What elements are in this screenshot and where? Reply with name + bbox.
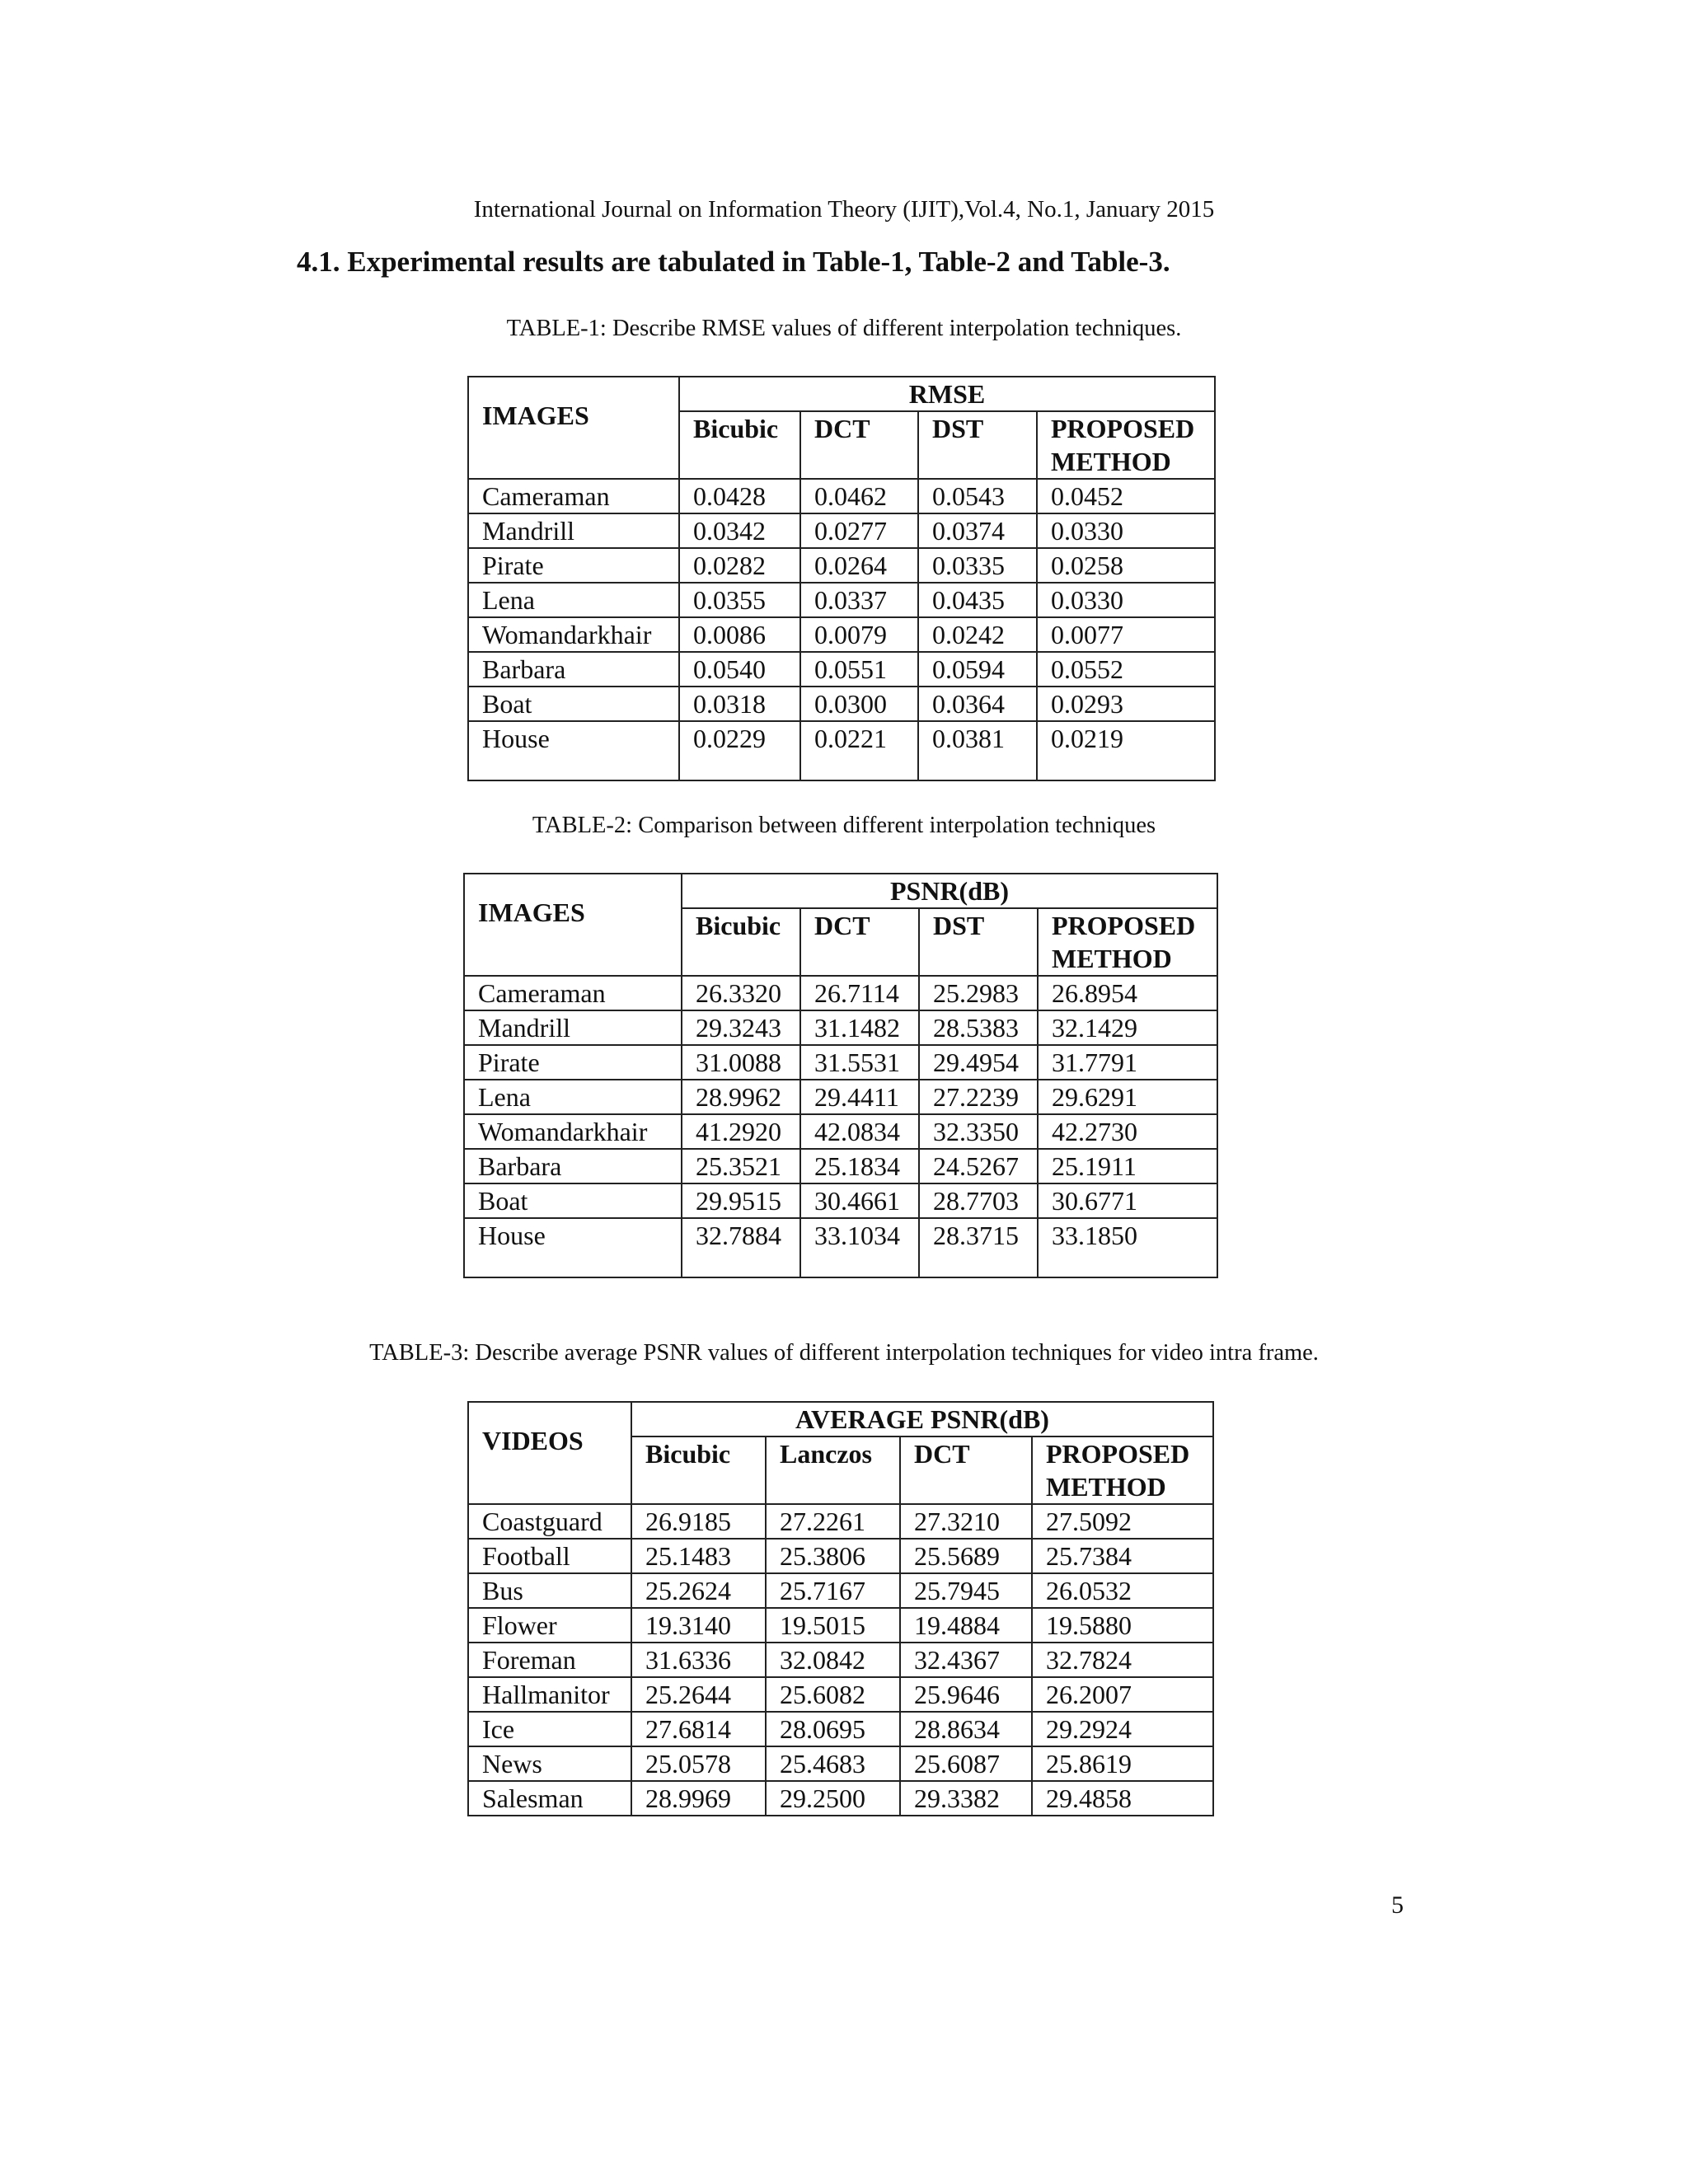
table-row [468, 721, 1215, 780]
table-cell: 0.0364 [918, 687, 1037, 721]
table-cell: 29.2924 [1032, 1712, 1213, 1746]
table-cell: 28.9962 [682, 1080, 800, 1114]
table-cell: 0.0258 [1037, 548, 1215, 583]
row-label: Salesman [468, 1781, 631, 1816]
corner-header: IMAGES [464, 874, 682, 976]
table-cell: 27.5092 [1032, 1504, 1213, 1539]
table-cell: 19.5880 [1032, 1608, 1213, 1643]
corner-header: VIDEOS [468, 1402, 631, 1504]
table-cell: 0.0300 [800, 687, 918, 721]
table-cell: 32.0842 [766, 1643, 900, 1677]
table-cell: 27.6814 [631, 1712, 766, 1746]
row-label: Lena [468, 583, 679, 617]
row-label: Pirate [468, 548, 679, 583]
table-cell: 28.7703 [919, 1183, 1038, 1218]
table-cell: 0.0381 [918, 721, 1037, 780]
table-cell: 31.7791 [1038, 1045, 1217, 1080]
table-cell: 41.2920 [682, 1114, 800, 1149]
table-cell: 0.0282 [679, 548, 800, 583]
table-cell: 0.0435 [918, 583, 1037, 617]
row-label: Foreman [468, 1643, 631, 1677]
table-cell: 0.0337 [800, 583, 918, 617]
column-header: Lanczos [766, 1436, 900, 1504]
table-cell: 32.1429 [1038, 1010, 1217, 1045]
table-cell: 29.4954 [919, 1045, 1038, 1080]
table-row [464, 1149, 1217, 1183]
table-cell: 33.1850 [1038, 1218, 1217, 1277]
row-label: Boat [468, 687, 679, 721]
table-row [468, 687, 1215, 721]
row-label: Cameraman [468, 479, 679, 513]
table-cell: 0.0293 [1037, 687, 1215, 721]
table2-caption: TABLE-2: Comparison between different interpolation techniques [532, 813, 1156, 838]
column-header: PROPOSED METHOD [1038, 908, 1217, 976]
table-row [468, 583, 1215, 617]
column-header: DST [918, 411, 1037, 479]
group-header: AVERAGE PSNR(dB) [631, 1402, 1213, 1436]
table-cell: 0.0079 [800, 617, 918, 652]
table-row [468, 1677, 1213, 1712]
table-cell: 32.7884 [682, 1218, 800, 1277]
table-cell: 0.0221 [800, 721, 918, 780]
table-cell: 29.4858 [1032, 1781, 1213, 1816]
table-cell: 29.2500 [766, 1781, 900, 1816]
table-cell: 26.3320 [682, 976, 800, 1010]
table-cell: 31.6336 [631, 1643, 766, 1677]
table-cell: 24.5267 [919, 1149, 1038, 1183]
column-header: Bicubic [682, 908, 800, 976]
table-cell: 31.1482 [800, 1010, 919, 1045]
column-header: DCT [800, 908, 919, 976]
table-cell: 28.3715 [919, 1218, 1038, 1277]
table-row [468, 617, 1215, 652]
table-row [468, 1781, 1213, 1816]
table-row [464, 1080, 1217, 1114]
table-cell: 0.0318 [679, 687, 800, 721]
table-cell: 0.0540 [679, 652, 800, 687]
table-cell: 25.1483 [631, 1539, 766, 1573]
row-label: Pirate [464, 1045, 682, 1080]
row-label: Hallmanitor [468, 1677, 631, 1712]
column-header: Bicubic [679, 411, 800, 479]
corner-header: IMAGES [468, 377, 679, 479]
table-cell: 25.6082 [766, 1677, 900, 1712]
table-cell: 0.0277 [800, 513, 918, 548]
table1 [467, 376, 1216, 781]
table-row [468, 1712, 1213, 1746]
table-cell: 19.3140 [631, 1608, 766, 1643]
table-cell: 25.7945 [900, 1573, 1032, 1608]
table-cell: 0.0242 [918, 617, 1037, 652]
row-label: Lena [464, 1080, 682, 1114]
table-row [468, 1539, 1213, 1573]
row-label: Coastguard [468, 1504, 631, 1539]
row-label: Cameraman [464, 976, 682, 1010]
table-cell: 28.8634 [900, 1712, 1032, 1746]
table-cell: 27.3210 [900, 1504, 1032, 1539]
table-cell: 0.0551 [800, 652, 918, 687]
table-cell: 26.7114 [800, 976, 919, 1010]
table-cell: 26.0532 [1032, 1573, 1213, 1608]
table-cell: 32.3350 [919, 1114, 1038, 1149]
table-cell: 25.6087 [900, 1746, 1032, 1781]
table-cell: 31.0088 [682, 1045, 800, 1080]
table-cell: 0.0077 [1037, 617, 1215, 652]
table-cell: 25.9646 [900, 1677, 1032, 1712]
table-cell: 0.0543 [918, 479, 1037, 513]
row-label: Football [468, 1539, 631, 1573]
table3-caption: TABLE-3: Describe average PSNR values of different interpolation techniques for video intra frame. [369, 1340, 1319, 1366]
row-label: Barbara [468, 652, 679, 687]
table-cell: 26.2007 [1032, 1677, 1213, 1712]
table-cell: 42.0834 [800, 1114, 919, 1149]
table-cell: 0.0330 [1037, 513, 1215, 548]
table-row [468, 1608, 1213, 1643]
table-cell: 19.4884 [900, 1608, 1032, 1643]
row-label: Womandarkhair [464, 1114, 682, 1149]
journal-header: International Journal on Information Theory (IJIT),Vol.4, No.1, January 2015 [473, 196, 1215, 223]
table-row [468, 1504, 1213, 1539]
table-cell: 0.0462 [800, 479, 918, 513]
table-cell: 32.7824 [1032, 1643, 1213, 1677]
table-cell: 25.2983 [919, 976, 1038, 1010]
table-cell: 25.1911 [1038, 1149, 1217, 1183]
row-label: Ice [468, 1712, 631, 1746]
section-heading: 4.1. Experimental results are tabulated in Table-1, Table-2 and Table-3. [297, 246, 1170, 278]
table-cell: 28.9969 [631, 1781, 766, 1816]
table-cell: 27.2261 [766, 1504, 900, 1539]
table-cell: 32.4367 [900, 1643, 1032, 1677]
page-number: 5 [1391, 1891, 1404, 1919]
row-label: House [464, 1218, 682, 1277]
group-header: RMSE [679, 377, 1215, 411]
table-cell: 29.3243 [682, 1010, 800, 1045]
column-header: PROPOSED METHOD [1037, 411, 1215, 479]
row-label: Flower [468, 1608, 631, 1643]
table-cell: 0.0594 [918, 652, 1037, 687]
row-label: House [468, 721, 679, 780]
table-row [468, 513, 1215, 548]
table-row [468, 652, 1215, 687]
table-row [468, 1746, 1213, 1781]
table-cell: 0.0342 [679, 513, 800, 548]
row-label: Womandarkhair [468, 617, 679, 652]
table-cell: 0.0355 [679, 583, 800, 617]
table-cell: 25.5689 [900, 1539, 1032, 1573]
table-cell: 26.9185 [631, 1504, 766, 1539]
table-cell: 29.4411 [800, 1080, 919, 1114]
table-cell: 25.2644 [631, 1677, 766, 1712]
table-cell: 0.0330 [1037, 583, 1215, 617]
table-cell: 0.0552 [1037, 652, 1215, 687]
table2 [463, 873, 1218, 1278]
table-row [468, 548, 1215, 583]
row-label: Mandrill [468, 513, 679, 548]
table-cell: 0.0335 [918, 548, 1037, 583]
row-label: Bus [468, 1573, 631, 1608]
table-cell: 25.0578 [631, 1746, 766, 1781]
table-cell: 42.2730 [1038, 1114, 1217, 1149]
row-label: Barbara [464, 1149, 682, 1183]
column-header: DCT [900, 1436, 1032, 1504]
table-cell: 25.7384 [1032, 1539, 1213, 1573]
table-cell: 25.3806 [766, 1539, 900, 1573]
column-header: DCT [800, 411, 918, 479]
table-row [464, 1183, 1217, 1218]
table-cell: 0.0229 [679, 721, 800, 780]
table-row [464, 1045, 1217, 1080]
table-cell: 25.2624 [631, 1573, 766, 1608]
table-row [468, 1643, 1213, 1677]
table3 [467, 1401, 1214, 1816]
table-cell: 28.0695 [766, 1712, 900, 1746]
table-row [464, 1218, 1217, 1277]
column-header: Bicubic [631, 1436, 766, 1504]
table-cell: 0.0374 [918, 513, 1037, 548]
table-cell: 25.3521 [682, 1149, 800, 1183]
table-row [468, 1573, 1213, 1608]
table-row [464, 976, 1217, 1010]
row-label: Mandrill [464, 1010, 682, 1045]
table-row [464, 1010, 1217, 1045]
table-cell: 0.0264 [800, 548, 918, 583]
table-cell: 19.5015 [766, 1608, 900, 1643]
table1-caption: TABLE-1: Describe RMSE values of different interpolation techniques. [506, 316, 1182, 341]
table-cell: 33.1034 [800, 1218, 919, 1277]
table-cell: 28.5383 [919, 1010, 1038, 1045]
column-header: PROPOSED METHOD [1032, 1436, 1213, 1504]
table-cell: 25.7167 [766, 1573, 900, 1608]
table-cell: 27.2239 [919, 1080, 1038, 1114]
table-cell: 30.6771 [1038, 1183, 1217, 1218]
table-cell: 0.0219 [1037, 721, 1215, 780]
column-header: DST [919, 908, 1038, 976]
table-cell: 25.4683 [766, 1746, 900, 1781]
table-cell: 29.6291 [1038, 1080, 1217, 1114]
table-cell: 0.0452 [1037, 479, 1215, 513]
table-cell: 25.8619 [1032, 1746, 1213, 1781]
table-row [468, 479, 1215, 513]
table-cell: 0.0086 [679, 617, 800, 652]
table-row [464, 1114, 1217, 1149]
table-cell: 26.8954 [1038, 976, 1217, 1010]
table-cell: 30.4661 [800, 1183, 919, 1218]
table-cell: 31.5531 [800, 1045, 919, 1080]
row-label: News [468, 1746, 631, 1781]
table-cell: 29.3382 [900, 1781, 1032, 1816]
table-cell: 25.1834 [800, 1149, 919, 1183]
table-cell: 29.9515 [682, 1183, 800, 1218]
group-header: PSNR(dB) [682, 874, 1217, 908]
row-label: Boat [464, 1183, 682, 1218]
table-cell: 0.0428 [679, 479, 800, 513]
